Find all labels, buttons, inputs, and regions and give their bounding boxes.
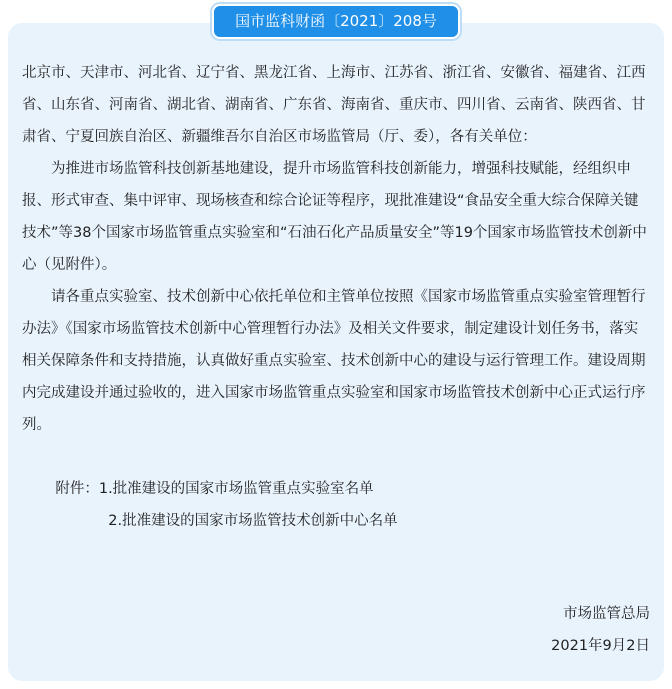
paragraph: 请各重点实验室、技术创新中心依托单位和主管单位按照《国家市场监管重点实验室管理暂行办法》《国家市场监管技术创新中心管理暂行办法》及相关文件要求，制定建设计划任务书，落实相关保障条件和支持措施，认真做好重点实验室、技术创新中心的建设与运行管理工作。建设周期内完成建设并通过验收的，进入国家市场监管重点实验室和国家市场监管技术创新中心正式运行序列。 (22, 289, 646, 433)
document-number-badge: 国市监科财函〔2021〕208号 (212, 4, 460, 39)
signature-organization: 市场监管总局 (563, 606, 650, 622)
salutation: 北京市、天津市、河北省、辽宁省、黑龙江省、上海市、江苏省、浙江省、安徽省、福建省、江西省、山东省、河南省、湖北省、湖南省、广东省、海南省、重庆市、四川省、云南省、陕西省、甘肃省、宁夏回族自治区、新疆维吾尔自治区市场监管局（厅、委），各有关单位： (22, 65, 646, 145)
document-body (22, 57, 652, 537)
signature-date: 2021年9月2日 (551, 638, 650, 654)
attachment-line-1: 附件：1.批准建设的国家市场监管重点实验室名单 (55, 481, 374, 497)
paragraph: 为推进市场监管科技创新基地建设，提升市场监管科技创新能力，增强科技赋能，经组织申报、形式审查、集中评审、现场核查和综合论证等程序，现批准建设“食品安全重大综合保障关键技术”等38个国家市场监管重点实验室和“石油石化产品质量安全”等19个国家市场监管技术创新中心（见附件）。 (22, 161, 647, 273)
attachment-line-2: 2.批准建设的国家市场监管技术创新中心名单 (108, 513, 398, 529)
